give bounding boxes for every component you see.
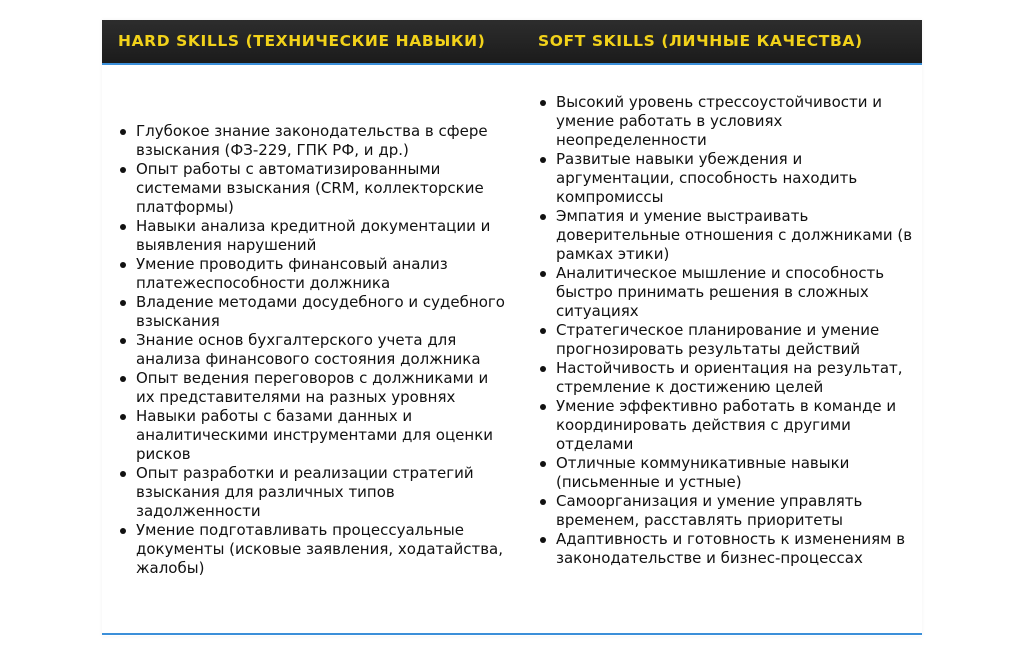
soft-skill-item: Развитые навыки убеждения и аргументации, способность находить компромиссы xyxy=(522,150,922,207)
soft-skill-item: Самоорганизация и умение управлять временем, расставлять приоритеты xyxy=(522,492,922,530)
table-header xyxy=(102,20,922,65)
hard-skill-item: Опыт ведения переговоров с должниками и их представителями на разных уровнях xyxy=(102,369,510,407)
hard-skill-item: Опыт работы с автоматизированными системами взыскания (CRM, коллекторские платформы) xyxy=(102,160,510,217)
soft-skill-item: Отличные коммуникативные навыки (письменные и устные) xyxy=(522,454,922,492)
bottom-divider xyxy=(102,633,922,635)
soft-skills-title: SOFT SKILLS (ЛИЧНЫЕ КАЧЕСТВА) xyxy=(538,32,863,50)
soft-skills-list xyxy=(522,93,922,568)
hard-skill-item: Умение проводить финансовый анализ платежеспособности должника xyxy=(102,255,510,293)
hard-skill-item: Навыки работы с базами данных и аналитическими инструментами для оценки рисков xyxy=(102,407,510,464)
soft-skill-item: Высокий уровень стрессоустойчивости и умение работать в условиях неопределенности xyxy=(522,93,922,150)
hard-skill-item: Владение методами досудебного и судебного взыскания xyxy=(102,293,510,331)
hard-skill-item: Знание основ бухгалтерского учета для анализа финансового состояния должника xyxy=(102,331,510,369)
skills-table xyxy=(102,20,922,636)
soft-skill-item: Умение эффективно работать в команде и координировать действия с другими отделами xyxy=(522,397,922,454)
soft-skill-item: Настойчивость и ориентация на результат, стремление к достижению целей xyxy=(522,359,922,397)
hard-skills-list xyxy=(102,122,510,578)
hard-skill-item: Глубокое знание законодательства в сфере взыскания (ФЗ-229, ГПК РФ, и др.) xyxy=(102,122,510,160)
hard-skill-item: Умение подготавливать процессуальные документы (исковые заявления, ходатайства, жалобы) xyxy=(102,521,510,578)
soft-skill-item: Стратегическое планирование и умение прогнозировать результаты действий xyxy=(522,321,922,359)
soft-skill-item: Аналитическое мышление и способность быстро принимать решения в сложных ситуациях xyxy=(522,264,922,321)
hard-skills-title: HARD SKILLS (ТЕХНИЧЕСКИЕ НАВЫКИ) xyxy=(118,32,486,50)
soft-skill-item: Адаптивность и готовность к изменениям в законодательстве и бизнес-процессах xyxy=(522,530,922,568)
soft-skill-item: Эмпатия и умение выстраивать доверительные отношения с должниками (в рамках этики) xyxy=(522,207,922,264)
hard-skill-item: Навыки анализа кредитной документации и выявления нарушений xyxy=(102,217,510,255)
hard-skill-item: Опыт разработки и реализации стратегий взыскания для различных типов задолженности xyxy=(102,464,510,521)
